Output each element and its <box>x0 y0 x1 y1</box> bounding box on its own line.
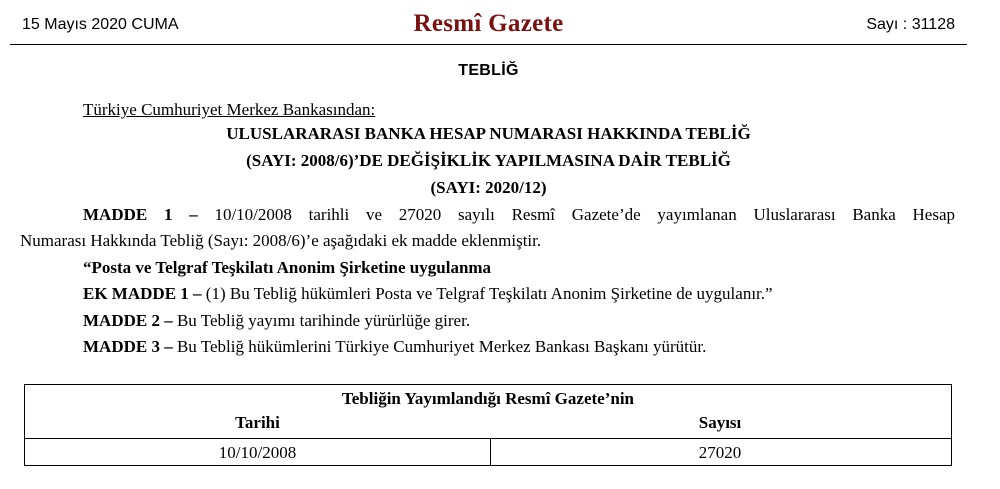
madde1-text-line2: Numarası Hakkında Tebliğ (Sayı: 2008/6)’e aşağıdaki ek madde eklenmiştir. <box>20 231 542 250</box>
madde1-text-line1: 10/10/2008 tarihli ve 27020 sayılı Resmî Gazete’de yayımlanan Uluslararası Banka Hesap <box>197 205 955 224</box>
ek-madde1-paragraph <box>83 284 773 304</box>
ek-madde-heading: “Posta ve Telgraf Teşkilatı Anonim Şirketine uygulanma <box>83 258 492 277</box>
table-divider <box>25 438 951 439</box>
madde3-text: Bu Tebliğ hükümlerini Türkiye Cumhuriyet Merkez Bankası Başkanı yürütür. <box>172 337 707 356</box>
document-title-line-3: (SAYI: 2020/12) <box>430 178 547 197</box>
column-header-date: Tarihi <box>235 413 280 432</box>
madde2-label: MADDE 2 – <box>83 311 173 330</box>
madde2-paragraph <box>83 311 470 331</box>
document-title-line-2: (SAYI: 2008/6)’DE DEĞİŞİKLİK YAPILMASINA DAİR TEBLİĞ <box>246 151 731 170</box>
ek-madde1-text: (1) Bu Tebliğ hükümleri Posta ve Telgraf Teşkilatı Anonim Şirketine de uygulanır.” <box>201 284 773 303</box>
ek-madde1-label: EK MADDE 1 – <box>83 284 202 303</box>
gazette-title: Resmî Gazete <box>413 10 564 37</box>
madde3-label: MADDE 3 – <box>83 337 173 356</box>
table-cell-date: 10/10/2008 <box>218 443 297 462</box>
reference-table <box>24 384 952 466</box>
table-caption: Tebliğin Yayımlandığı Resmî Gazete’nin <box>341 389 634 408</box>
issuer-line: Türkiye Cumhuriyet Merkez Bankasından: <box>83 100 376 119</box>
section-label: TEBLİĞ <box>458 62 519 79</box>
gazette-header <box>10 0 967 45</box>
column-header-number: Sayısı <box>698 413 742 432</box>
publication-date: 15 Mayıs 2020 CUMA <box>22 16 179 33</box>
madde1-label: MADDE 1 – <box>83 205 198 224</box>
document-title-line-1: ULUSLARARASI BANKA HESAP NUMARASI HAKKINDA TEBLİĞ <box>226 124 751 143</box>
table-cell-number: 27020 <box>698 443 742 462</box>
madde3-paragraph <box>83 337 706 357</box>
madde2-text: Bu Tebliğ yayımı tarihinde yürürlüğe girer. <box>172 311 471 330</box>
issue-number: Sayı : 31128 <box>866 16 955 33</box>
madde1-paragraph-line1 <box>83 205 955 225</box>
